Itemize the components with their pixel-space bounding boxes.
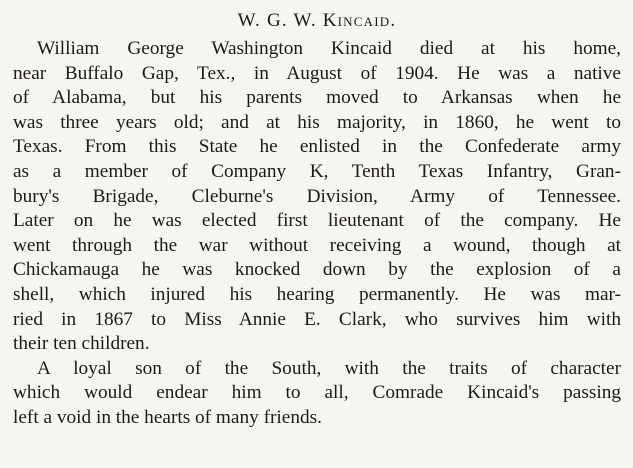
paragraph-tribute [13, 357, 621, 431]
text-line: which would endear him to all, Comrade Kincaid's passing [13, 382, 621, 404]
text-line: bury's Brigade, Cleburne's Division, Army of Tennessee. [13, 185, 621, 207]
text-line: William George Washington Kincaid died at his home, [37, 38, 621, 59]
text-line: Later on he was elected first lieutenant of the company. He [13, 210, 621, 232]
paragraph-obituary [13, 37, 621, 357]
text-line: was three years old; and at his majority, in 1860, he went to [13, 111, 621, 133]
text-line: left a void in the hearts of many friends. [13, 406, 322, 428]
text-line: went through the war without receiving a wound, though at [13, 234, 621, 256]
text-line: their ten children. [13, 333, 150, 355]
text-line: Chickamauga he was knocked down by the explosion of a [13, 259, 621, 281]
article-title [13, 9, 621, 33]
text-line: as a member of Company K, Tenth Texas Infantry, Gran- [13, 160, 621, 182]
text-line: Texas. From this State he enlisted in the Confederate army [13, 136, 621, 158]
text-line: ried in 1867 to Miss Annie E. Clark, who survives him with [13, 308, 621, 330]
title-surname: Kincaid. [322, 10, 397, 31]
text-line: of Alabama, but his parents moved to Arkansas when he [13, 87, 621, 109]
title-initials: W. G. W. [237, 10, 317, 31]
text-line: near Buffalo Gap, Tex., in August of 1904. He was a native [13, 62, 621, 84]
text-line: A loyal son of the South, with the traits of character [37, 357, 621, 379]
text-line: shell, which injured his hearing permanently. He was mar- [13, 283, 621, 305]
